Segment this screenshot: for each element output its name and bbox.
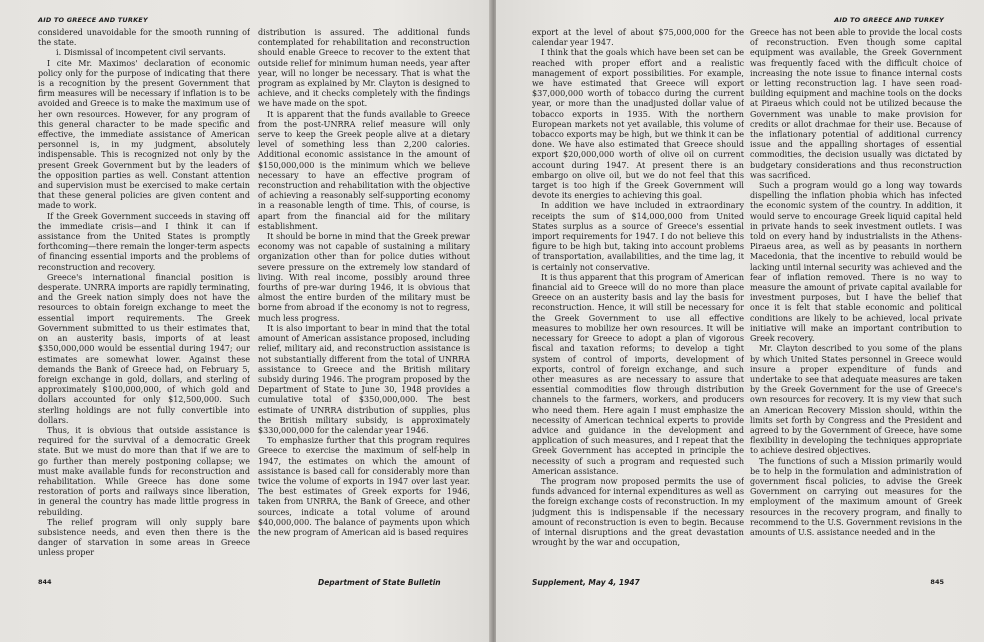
paragraph: It is apparent that the funds available to Greece from the post-UNRRA relief measure will only serve to keep the Greek people alive at a dietary level of something less than 2,200 calories. Additional economic assistance in the amount of $150,000,000 is the minimum which we believe necessary to have an effective program of reconstruction and rehabilitation with the objective of achieving a reasonably self-supporting economy in a reasonable length of time. This, of course, is apart from the financial aid for the military establishment. (258, 109, 470, 231)
paragraph: In addition we have included in extraordinary receipts the sum of $14,000,000 from United States surplus as a source of Greece's essential import requirements for 1947. I do not believe this figure to be high but, taking into account problems of transportation, availabilities, and the time lag, it is certainly not conservative. (532, 201, 744, 272)
left-column-2 (258, 28, 470, 560)
left-page (0, 0, 491, 642)
running-head: AID TO GREECE AND TURKEY (38, 16, 148, 24)
paragraph: distribution is assured. The additional funds contemplated for rehabilitation and reconstruction should enable Greece to recover to the extent that outside relief for minimum human needs, year after year, will no longer be necessary. That is what the program as explained by Mr. Clayton is designed to achieve, and it checks completely with the findings we have made on the spot. (258, 28, 470, 109)
paragraph: It should be borne in mind that the Greek prewar economy was not capable of sustaining a military organization other than for police duties without severe pressure on the extremely low standard of living. With real income, possibly around three fourths of pre-war during 1946, it is obvious that almost the entire burden of the military must be borne from abroad if the economy is not to regress, much less progress. (258, 232, 470, 323)
page-number: 844 (38, 578, 52, 586)
page-number: 845 (930, 578, 944, 586)
right-column-2 (750, 28, 962, 560)
list-item: i. Dismissal of incompetent civil servants. (56, 48, 226, 58)
paragraph: export at the level of about $75,000,000 for the calendar year 1947. (532, 28, 744, 48)
footer-title: Supplement, May 4, 1947 (532, 578, 640, 587)
paragraph: The program now proposed permits the use of funds advanced for internal expenditures as well as the foreign exchange costs of reconstruction. In my judgment this is indispensable if the necessary amount of reconstruction is even to begin. Because of internal disruptions and the great devastation wrought by the war and occupation, (532, 476, 744, 548)
paragraph: I cite Mr. Maximos' declaration of economic policy only for the purpose of indicating that there is a recognition by the present Government that firm measures will be necessary if inflation is to be avoided and Greece is to make the maximum use of her own resources. However, for any program of this general character to be made specific and effective, the immediate assistance of American personnel is, in my judgment, absolutely indispensable. This is recognized not only by the present Greek Government but by the leaders of the opposition parties as well. Constant attention and supervision must be exercised to make certain that these general policies are given content and made to work. (38, 58, 250, 211)
paragraph: The functions of such a Mission primarily would be to help in the formulation and administration of government fiscal policies, to advise the Greek Government on carrying out measures for the employment of the maximum amount of Greek resources in the recovery program, and finally to recommend to the U.S. Government revisions in the amounts of U.S. assistance needed and in the (750, 456, 962, 537)
paragraph: It is thus apparent that this program of American financial aid to Greece will do no more than place Greece on an austerity basis and lay the basis for reconstruction. Hence, it will still be necessary for the Greek Government to use all effective measures to mobilize her own resources. It will be necessary for Greece to adopt a plan of vigorous fiscal and taxation reforms; to develop a tight system of control of imports, development of exports, control of foreign exchange, and such other measures as are necessary to assure that essential commodities flow through distribution channels to the farmers, workers, and producers who need them. Here again I must emphasize the necessity of American technical experts to provide advice and guidance in the development and application of such measures, and I repeat that the Greek Government has accepted in principle the necessity of such a program and requested such American assistance. (532, 272, 744, 476)
footer-title: Department of State Bulletin (318, 578, 441, 587)
paragraph: Such a program would go a long way towards dispelling the inflation phobia which has infected the economic system of the country. In addition, it would serve to encourage Greek liquid capital held in private hands to seek investment outlets. I was told on every hand by industrialists in the Athens-Piraeus area, as well as by peasants in northern Macedonia, that the incentive to rebuild would be lacking until internal security was achieved and the fear of inflation removed. There is no way to measure the amount of private capital available for investment purposes, but I have the belief that once it is felt that stable economic and political conditions are likely to be achieved, local private initiative will make an important contribution to Greek recovery. (750, 181, 962, 344)
paragraph: I think that the goals which have been set can be reached with proper effort and a realistic management of export possibilities. For example, we have estimated that Greece will export $37,000,000 worth of tobacco during the current year, or more than the unadjusted dollar value of tobacco exports in 1935. With the northern European markets not yet available, this volume of tobacco exports may be high, but we think it can be done. We have also estimated that Greece should export $20,000,000 worth of olive oil on current account during 1947. At present there is an embargo on olive oil, but we do not feel that this target is too high if the Greek Government will devote its energies to achieving this goal. (532, 48, 744, 201)
paragraph: considered unavoidable for the smooth running of the state. (38, 28, 250, 48)
left-column-1 (38, 28, 250, 560)
paragraph: Greece has not been able to provide the local costs of reconstruction. Even though some capital equipment was available, the Greek Government was frequently faced with the difficult choice of increasing the note issue to finance internal costs or letting reconstruction lag. I have seen road-building equipment and machine tools on the docks at Piraeus which could not be utilized because the Government was unable to make provision for credits or allot drachmae for their use. Because of the inflationary potential of additional currency issue and the appalling shortages of essential commodities, the decision usually was dictated by budgetary considerations and thus reconstruction was sacrificed. (750, 28, 962, 180)
paragraph: Mr. Clayton described to you some of the plans by which United States personnel in Greece would insure a proper expenditure of funds and undertake to see that adequate measures are taken by the Greek Government for the use of Greece's own resources for recovery. It is my view that such an American Recovery Mission should, within the limits set forth by Congress and the President and agreed to by the Government of Greece, have some flexibility in developing the techniques appropriate to achieve desired objectives. (750, 344, 962, 456)
paragraph: The relief program will only supply bare subsistence needs, and even then there is the danger of starvation in some areas in Greece unless proper (38, 517, 250, 558)
running-head: AID TO GREECE AND TURKEY (834, 16, 944, 24)
right-column-1 (532, 28, 744, 560)
paragraph: If the Greek Government succeeds in staving off the immediate crisis—and I think it can if assistance from the United States is promptly forthcoming—there remain the longer-term aspects of financing essential imports and the problems of reconstruction and recovery. (38, 211, 250, 272)
paragraph: Greece's international financial position is desperate. UNRRA imports are rapidly terminating, and the Greek nation simply does not have the resources to obtain foreign exchange to meet the essential import requirements. The Greek Government submitted to us their estimates that, on an austerity basis, imports of at least $350,000,000 would be essential during 1947; our estimates are somewhat lower. Against these demands the Bank of Greece had, on February 5, foreign exchange in gold, dollars, and sterling of approximately $100,000,000, of which gold and dollars accounted for only $12,500,000. Such sterling holdings are not fully convertible into dollars. (38, 272, 250, 425)
paragraph: Thus, it is obvious that outside assistance is required for the survival of a democratic Greek state. But we must do more than that if we are to go further than merely postponing collapse; we must make available funds for reconstruction and rehabilitation. While Greece has done some restoration of ports and railways since liberation, in general the country has made little progress in rebuilding. (38, 425, 250, 517)
paragraph: It is also important to bear in mind that the total amount of American assistance proposed, including relief, military aid, and reconstruction assistance is not substantially different from the total of UNRRA assistance to Greece and the British military subsidy during 1946. The program proposed by the Department of State to June 30, 1948 provides a cumulative total of $350,000,000. The best estimate of UNRRA distribution of supplies, plus the British military subsidy, is approximately $330,000,000 for the calendar year 1946. (258, 323, 470, 435)
right-page (496, 0, 984, 642)
paragraph: To emphasize further that this program requires Greece to exercise the maximum of self-help in 1947, the estimates on which the amount of assistance is based call for considerably more than twice the volume of exports in 1947 over last year. The best estimates of Greek exports for 1946, taken from UNRRA, the Bank of Greece, and other sources, indicate a total volume of around $40,000,000. The balance of payments upon which the new program of American aid is based requires (258, 436, 470, 537)
